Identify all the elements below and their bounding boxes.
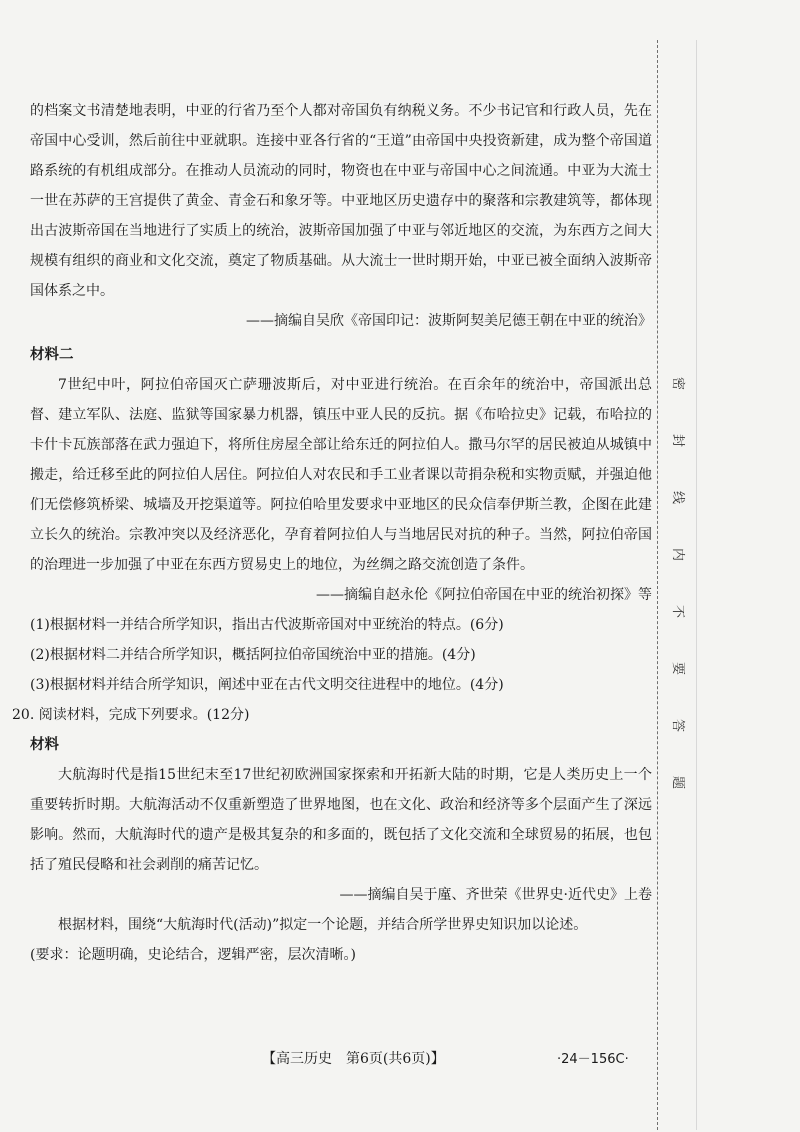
material1-source: ——摘编自吴欣《帝国印记：波斯阿契美尼德王朝在中亚的统治》	[246, 313, 652, 329]
seal-char: 不	[670, 604, 686, 619]
seal-char: 密	[670, 376, 686, 391]
q20-material-heading: 材料	[30, 737, 59, 753]
seal-char: 题	[670, 775, 686, 790]
exam-content	[12, 96, 652, 970]
material2-paragraph: 7世纪中叶，阿拉伯帝国灭亡萨珊波斯后，对中亚进行统治。在百余年的统治中，帝国派出总督、建立军队、法庭、监狱等国家暴力机器，镇压中亚人民的反抗。据《布哈拉史》记载，布哈拉的卡什卡瓦族部落在武力强迫下，将所住房屋全部让给东迁的阿拉伯人。撒马尔罕的居民被迫从城镇中搬走，给迁移至此的阿拉伯人居住。阿拉伯人对农民和手工业者课以苛捐杂税和实物贡赋，并强迫他们无偿修筑桥梁、城墙及开挖渠道等。阿拉伯哈里发要求中亚地区的民众信奉伊斯兰教，企图在此建立长久的统治。宗教冲突以及经济恶化，孕育着阿拉伯人与当地居民对抗的种子。当然，阿拉伯帝国的治理进一步加强了中亚在东西方贸易史上的地位，为丝绸之路交流创造了条件。	[30, 377, 652, 573]
footer-code: ·24－156C·	[557, 1052, 629, 1067]
seal-char: 封	[670, 433, 686, 448]
seal-char: 要	[670, 661, 686, 676]
page-footer	[0, 1048, 800, 1078]
q20-requirement: (要求：论题明确，史论结合，逻辑严密，层次清晰。)	[30, 947, 356, 963]
material2-heading: 材料二	[30, 347, 74, 363]
q19-item-1: (1)根据材料一并结合所学知识，指出古代波斯帝国对中亚统治的特点。(6分)	[30, 617, 504, 633]
seal-char: 内	[670, 547, 686, 562]
material2-source: ——摘编自赵永伦《阿拉伯帝国在中亚的统治初探》等	[316, 587, 652, 603]
q20-task: 根据材料，围绕“大航海时代(活动)”拟定一个论题，并结合所学世界史知识加以论述。	[58, 917, 588, 933]
material1-paragraph: 的档案文书清楚地表明，中亚的行省乃至个人都对帝国负有纳税义务。不少书记官和行政人员，先在帝国中心受训，然后前往中亚就职。连接中亚各行省的“王道”由帝国中央投资新建，成为整个帝国道路系统的有机组成部分。在推动人员流动的同时，物资也在中亚与帝国中心之间流通。中亚为大流士一世在苏萨的王宫提供了黄金、青金石和象牙等。中亚地区历史遗存中的聚落和宗教建筑等，都体现出古波斯帝国在当地进行了实质上的统治，波斯帝国加强了中亚与邻近地区的交流，为东西方之间大规模有组织的商业和文化交流，奠定了物质基础。从大流士一世时期开始，中亚已被全面纳入波斯帝国体系之中。	[30, 103, 652, 299]
seal-char: 答	[670, 718, 686, 733]
seal-dashed-line	[657, 40, 658, 1130]
footer-page-label: 【高三历史 第6页(共6页)】	[262, 1051, 445, 1067]
q20-title: 20. 阅读材料，完成下列要求。(12分)	[12, 707, 250, 723]
q20-source: ——摘编自吴于廑、齐世荣《世界史·近代史》上卷	[339, 887, 652, 903]
q19-item-3: (3)根据材料并结合所学知识，阐述中亚在古代文明交往进程中的地位。(4分)	[30, 677, 504, 693]
q20-paragraph: 大航海时代是指15世纪末至17世纪初欧洲国家探索和开拓新大陆的时期，它是人类历史上一个重要转折时期。大航海活动不仅重新塑造了世界地图，也在文化、政治和经济等多个层面产生了深远影响。然而，大航海时代的遗产是极其复杂的和多面的，既包括了文化交流和全球贸易的拓展，也包括了殖民侵略和社会剥削的痛苦记忆。	[30, 767, 652, 873]
q19-item-2: (2)根据材料二并结合所学知识，概括阿拉伯帝国统治中亚的措施。(4分)	[30, 647, 476, 663]
page-edge-line	[696, 40, 697, 1130]
seal-notice	[666, 375, 690, 831]
seal-char: 线	[670, 490, 686, 505]
